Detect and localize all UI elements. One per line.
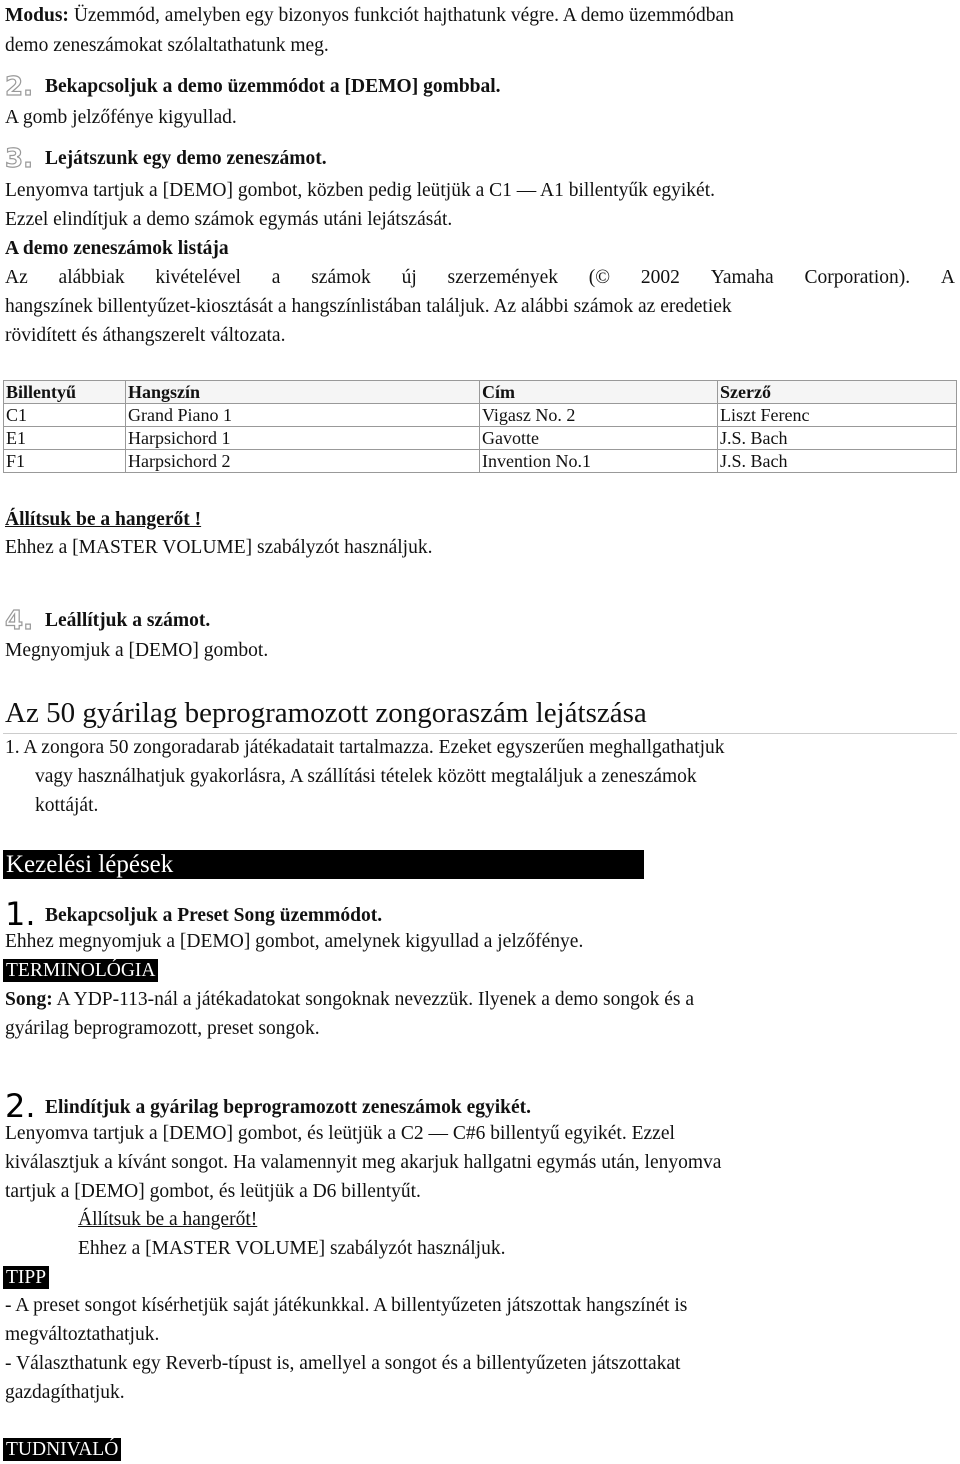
preset-step-1-title-text: Bekapcsoljuk a Preset Song üzemmódot.	[45, 905, 383, 926]
word: Corporation).	[804, 267, 911, 288]
word: A	[940, 267, 955, 288]
step-2-text: A gomb jelzőfénye kigyullad.	[5, 107, 237, 128]
preset-step-2-title-text: Elindítjuk a gyárilag beprogramozott zeneszámok egyikét.	[45, 1097, 532, 1118]
preset-step-1-number: 1.	[5, 895, 36, 933]
table-header-row	[4, 381, 957, 404]
song-definition-cont: gyárilag beprogramozott, preset songok.	[5, 1018, 320, 1039]
mode-term: Modus:	[5, 5, 69, 26]
word: alábbiak	[58, 267, 125, 288]
preset-step-1-title	[5, 895, 383, 933]
step-2-number: 2.	[5, 72, 33, 102]
step-3-title-text: Lejátszunk egy demo zeneszámot.	[45, 148, 327, 169]
tip-line-2: megváltoztathatjuk.	[5, 1324, 160, 1345]
demo-list-heading: A demo zeneszámok listája	[5, 238, 229, 259]
step-3-number: 3.	[5, 144, 33, 174]
terminology-banner: TERMINOLÓGIA	[3, 959, 158, 982]
word: szerzemények	[447, 267, 558, 288]
column-header-voice: Hangszín	[126, 381, 480, 404]
volume-text: Ehhez a [MASTER VOLUME] szabályzót használjuk.	[5, 537, 433, 558]
song-definition	[5, 990, 694, 1010]
mode-definition-text: Üzemmód, amelyben egy bizonyos funkciót hajthatunk végre. A demo üzemmódban	[68, 5, 734, 26]
preset-step-2-text-2: kiválasztjuk a kívánt songot. Ha valamennyit meg akarjuk hallgatni egymás után, lenyomva	[5, 1152, 722, 1173]
step-4-title	[5, 608, 210, 634]
preset-volume-text: Ehhez a [MASTER VOLUME] szabályzót használjuk.	[78, 1238, 506, 1259]
tip-line-4: gazdagíthatjuk.	[5, 1382, 125, 1403]
volume-heading: Állítsuk be a hangerőt !	[5, 509, 202, 530]
step-4-text: Megnyomjuk a [DEMO] gombot.	[5, 640, 269, 661]
table-cell: Harpsichord 2	[126, 450, 480, 473]
table-cell: Liszt Ferenc	[718, 404, 957, 427]
table-cell: E1	[4, 427, 126, 450]
table-cell: Invention No.1	[480, 450, 718, 473]
step-4-title-text: Leállítjuk a számot.	[45, 610, 211, 631]
step-3-text-2: Ezzel elindítjuk a demo számok egymás utáni lejátszását.	[5, 209, 453, 230]
mode-definition-cont: demo zeneszámokat szólaltathatunk meg.	[5, 35, 329, 56]
table-cell: J.S. Bach	[718, 427, 957, 450]
tip-banner: TIPP	[3, 1266, 49, 1289]
section-divider	[3, 733, 957, 734]
demo-list-paragraph-line-2: hangszínek billentyűzet-kiosztását a hangszínlistában találjuk. Az alábbi számok az eredetiek	[5, 296, 732, 317]
word: Yamaha	[710, 267, 774, 288]
word: kivételével	[155, 267, 241, 288]
mode-definition	[5, 6, 734, 26]
table-cell: F1	[4, 450, 126, 473]
operation-steps-banner: Kezelési lépések	[3, 850, 644, 879]
step-2-title-text: Bekapcsoljuk a demo üzemmódot a [DEMO] gombbal.	[45, 76, 501, 97]
column-header-title: Cím	[480, 381, 718, 404]
demo-list-paragraph-line-1	[5, 268, 955, 288]
step-3-text-1: Lenyomva tartjuk a [DEMO] gombot, közben pedig leütjük a C1 — A1 billentyűk egyikét.	[5, 180, 715, 201]
table-cell: C1	[4, 404, 126, 427]
copyright-symbol: (©	[588, 267, 611, 288]
table-cell: Harpsichord 1	[126, 427, 480, 450]
word: a	[271, 267, 281, 288]
table-cell: J.S. Bach	[718, 450, 957, 473]
preset-step-2-number: 2.	[5, 1087, 36, 1125]
demo-song-table	[3, 380, 957, 473]
tip-line-3: - Választhatunk egy Reverb-típust is, amellyel a songot és a billentyűzeten játszottakat	[5, 1353, 681, 1374]
column-header-composer: Szerző	[718, 381, 957, 404]
song-definition-text: A YDP-113-nál a játékadatokat songoknak nevezzük. Ilyenek a demo songok és a	[52, 989, 695, 1010]
section-item-1-line-2: vagy használhatjuk gyakorlásra, A szállítási tételek között megtaláljuk a zeneszámok	[35, 766, 697, 787]
preset-volume-heading: Állítsuk be a hangerőt!	[78, 1209, 258, 1230]
table-cell: Grand Piano 1	[126, 404, 480, 427]
column-header-key: Billentyű	[4, 381, 126, 404]
word: Az	[5, 267, 28, 288]
word: új	[401, 267, 417, 288]
word: 2002	[640, 267, 680, 288]
preset-step-2-title	[5, 1087, 532, 1125]
section-title: Az 50 gyárilag beprogramozott zongoraszám lejátszása	[5, 697, 647, 729]
song-term: Song:	[5, 989, 53, 1010]
section-item-1-line-1: 1. A zongora 50 zongoradarab játékadatait tartalmazza. Ezeket egyszerűen meghallgathatjuk	[5, 737, 725, 758]
table-row	[4, 427, 957, 450]
step-2-title	[5, 74, 501, 100]
note-banner: TUDNIVALÓ	[3, 1438, 121, 1461]
section-item-1-line-3: kottáját.	[35, 795, 99, 816]
word: számok	[311, 267, 371, 288]
preset-step-2-text-3: tartjuk a [DEMO] gombot, és leütjük a D6 billentyűt.	[5, 1181, 421, 1202]
table-cell: Gavotte	[480, 427, 718, 450]
tip-line-1: - A preset songot kísérhetjük saját játékunkkal. A billentyűzeten játszottak hangszínét is	[5, 1295, 688, 1316]
step-3-title	[5, 146, 327, 172]
table-row	[4, 404, 957, 427]
table-row	[4, 450, 957, 473]
demo-list-paragraph-line-3: rövidített és áthangszerelt változata.	[5, 325, 286, 346]
preset-step-2-text-1: Lenyomva tartjuk a [DEMO] gombot, és leütjük a C2 — C#6 billentyű egyikét. Ezzel	[5, 1123, 675, 1144]
preset-step-1-text: Ehhez megnyomjuk a [DEMO] gombot, amelynek kigyullad a jelzőfénye.	[5, 931, 584, 952]
table-cell: Vigasz No. 2	[480, 404, 718, 427]
step-4-number: 4.	[5, 606, 33, 636]
